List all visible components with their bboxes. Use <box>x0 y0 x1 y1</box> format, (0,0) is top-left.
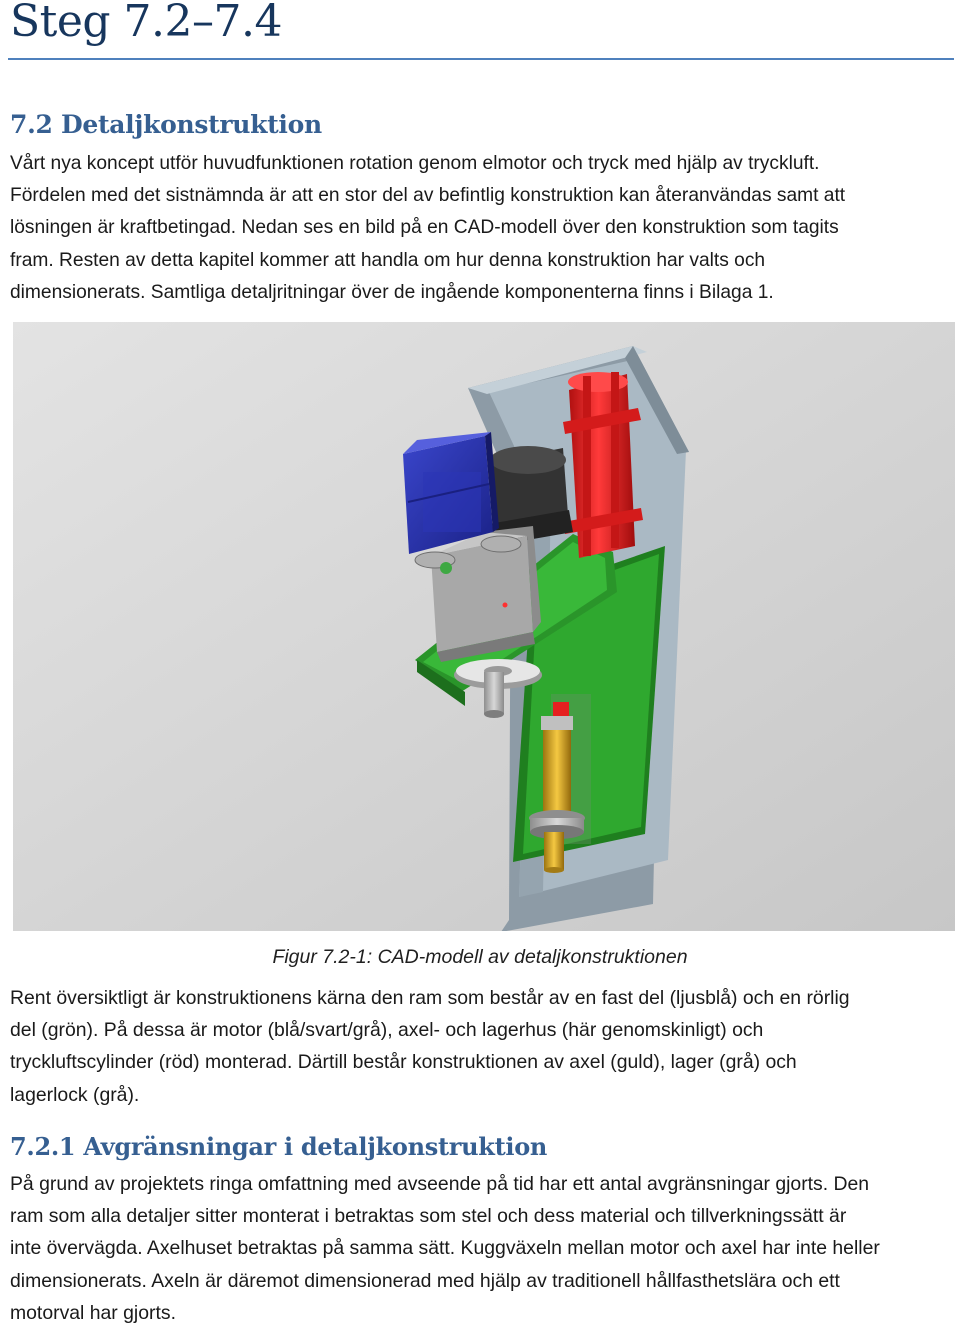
text-line: fram. Resten av detta kapitel kommer att handla om hur denna konstruktion har valts och <box>10 249 766 271</box>
description-paragraph <box>10 982 950 1111</box>
text-line: lagerlock (grå). <box>10 1083 140 1106</box>
text-line: dimensionerats. Axeln är däremot dimensionerad med hjälp av traditionell hållfasthetslära och ett <box>10 1269 840 1292</box>
cad-model-image <box>13 322 955 931</box>
text-line: Fördelen med det sistnämnda är att en stor del av befintlig konstruktion kan återanvändas samt att <box>10 185 846 207</box>
text-line: dimensionerats. Samtliga detaljritningar över de ingående komponenterna finns i Bilaga 1. <box>10 281 774 303</box>
text-line: lösningen är kraftbetingad. Nedan ses en bild på en CAD-modell över den konstruktion som tagits <box>10 217 839 239</box>
text-line: tryckluftscylinder (röd) monterad. Därtill består konstruktionen av axel (guld), lager (grå) och <box>10 1051 797 1074</box>
figure-caption: Figur 7.2-1: CAD-modell av detaljkonstruktionen <box>272 946 688 968</box>
text-line: del (grön). På dessa är motor (blå/svart/grå), axel- och lagerhus (här genomskinligt) och <box>10 1019 764 1042</box>
text-line: Rent översiktligt är konstruktionens kärna den ram som består av en fast del (ljusblå) och en rörlig <box>10 987 850 1009</box>
subsection-heading: 7.2.1 Avgränsningar i detaljkonstruktion <box>10 1132 548 1161</box>
text-line: Vårt nya koncept utför huvudfunktionen rotation genom elmotor och tryck med hjälp av tryckluft. <box>10 153 820 174</box>
text-line: ram som alla detaljer sitter monterat i betraktas som stel och dess material och tillverkningssätt är <box>10 1205 847 1228</box>
intro-paragraph <box>10 148 950 309</box>
text-line: På grund av projektets ringa omfattning med avseende på tid har ett antal avgränsningar gjorts. Den <box>10 1173 870 1195</box>
limitations-paragraph <box>10 1168 950 1329</box>
text-line: motorval har gjorts. <box>10 1301 176 1324</box>
document-title: Steg 7.2–7.4 <box>10 0 282 47</box>
cad-model-figure <box>13 322 955 931</box>
section-heading: 7.2 Detaljkonstruktion <box>10 110 322 139</box>
text-line: inte övervägda. Axelhuset betraktas på samma sätt. Kuggväxeln mellan motor och axel har inte heller <box>10 1237 880 1260</box>
title-underline <box>8 58 954 60</box>
